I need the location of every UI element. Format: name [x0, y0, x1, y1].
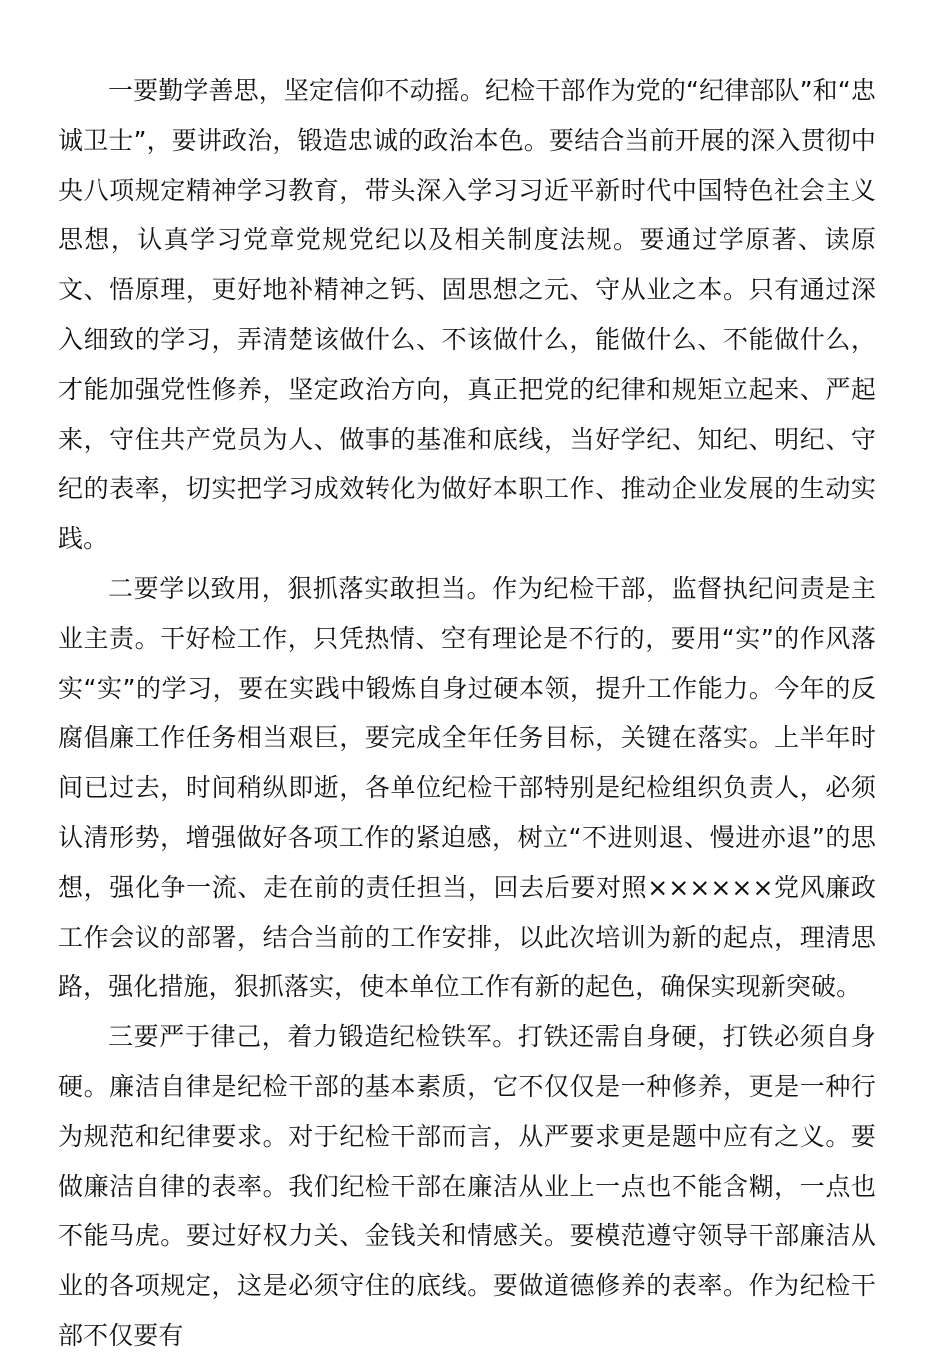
paragraph-implementation-responsibility: 二要学以致用，狠抓落实敢担当。作为纪检干部，监督执纪问责是主业主责。干好检工作，只凭热情、空有理论是不行的，要用“实”的作风落实“实”的学习，要在实践中锻炼自身过硬本领，提升工作能力。今年的反腐倡廉工作任务相当艰巨，要完成全年任务目标，关键在落实。上半年时间已过去，时间稍纵即逝，各单位纪检干部特别是纪检组织负责人，必须认清形势，增强做好各项工作的紧迫感，树立“不进则退、慢进亦退”的思想，强化争一流、走在前的责任担当，回去后要对照××××××党风廉政工作会议的部署，结合当前的工作安排，以此次培训为新的起点，理清思路，强化措施，狠抓落实，使本单位工作有新的起色，确保实现新突破。: [58, 573, 876, 1002]
paragraph-self-discipline: 三要严于律己，着力锻造纪检铁军。打铁还需自身硬，打铁必须自身硬。廉洁自律是纪检干部的基本素质，它不仅仅是一种修养，更是一种行为规范和纪律要求。对于纪检干部而言，从严要求更是题中应有之义。要做廉洁自律的表率。我们纪检干部在廉洁从业上一点也不能含糊，一点也不能马虎。要过好权力关、金钱关和情感关。要模范遵守领导干部廉洁从业的各项规定，这是必须守住的底线。要做道德修养的表率。作为纪检干部不仅要有: [58, 1022, 876, 1350]
paragraph-study-and-belief: 一要勤学善思，坚定信仰不动摇。纪检干部作为党的“纪律部队”和“忠诚卫士”，要讲政治，锻造忠诚的政治本色。要结合当前开展的深入贯彻中央八项规定精神学习教育，带头深入学习习近平新时代中国特色社会主义思想，认真学习党章党规党纪以及相关制度法规。要通过学原著、读原文、悟原理，更好地补精神之钙、固思想之元、守从业之本。只有通过深入细致的学习，弄清楚该做什么、不该做什么，能做什么、不能做什么，才能加强党性修养，坚定政治方向，真正把党的纪律和规矩立起来、严起来，守住共产党员为人、做事的基准和底线，当好学纪、知纪、明纪、守纪的表率，切实把学习成效转化为做好本职工作、推动企业发展的生动实践。: [58, 76, 876, 554]
document-body: [58, 66, 876, 1361]
